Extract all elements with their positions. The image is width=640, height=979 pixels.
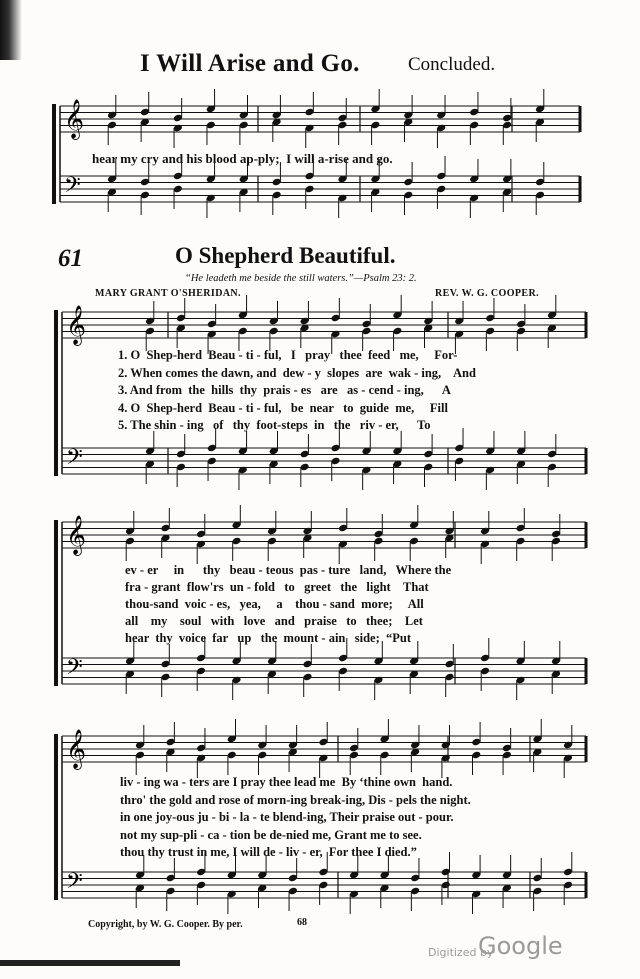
system-3-bass-clef-icon: 𝄢 — [66, 869, 83, 899]
hymn-number: 61 — [58, 245, 83, 272]
previous-hymn-title: I Will Arise and Go. — [140, 50, 360, 77]
system-2-verses — [125, 563, 451, 648]
system-1-bass-clef-icon: 𝄢 — [66, 445, 83, 475]
concluded-label: Concluded. — [408, 54, 496, 75]
system-3-verse-2: thro' the gold and rose of morn-ing break-ing, Dis - pels the night. — [120, 792, 471, 807]
google-watermark: Google — [478, 932, 563, 960]
previous-hymn-bass-clef-icon: 𝄢 — [64, 173, 81, 203]
composer-credit: REV. W. G. COOPER. — [435, 288, 539, 299]
system-2-verse-2: fra - grant flow'rs un - fold to greet the light That — [125, 580, 429, 594]
system-2-verse-3: thou-sand voic - es, yea, a thou - sand more; All — [125, 597, 424, 611]
system-1-verse-1: 1. O Shep-herd Beau - ti - ful, I pray thee feed me, For- — [118, 348, 458, 362]
system-1-treble-clef-icon: 𝄞 — [66, 305, 87, 345]
previous-hymn-treble-clef-icon: 𝄞 — [64, 99, 85, 139]
system-1-verse-5: 5. The shin - ing of thy foot-steps in the riv - er, To — [118, 418, 431, 432]
system-3-verse-5: thou thy trust in me, I will de - liv - er, For thee I died.” — [120, 845, 417, 859]
system-3-treble-clef-icon: 𝄞 — [66, 729, 87, 769]
page-number: 68 — [297, 917, 307, 928]
hymn-title: O Shepherd Beautiful. — [175, 243, 396, 268]
system-3-verse-1: liv - ing wa - ters are I pray thee lead me By ‘thine own hand. — [120, 775, 453, 789]
system-3-verses — [120, 775, 471, 863]
system-1-verse-2: 2. When comes the dawn, and dew - y slopes are wak - ing, And — [118, 365, 476, 380]
copyright-notice: Copyright, by W. G. Cooper. By per. — [88, 919, 243, 930]
system-2-verse-4: all my soul with love and praise to thee; Let — [125, 614, 423, 628]
system-3-verse-3: in one joy-ous ju - bi - la - te blend-ing, Their praise out - pour. — [120, 810, 454, 824]
lyricist-credit: MARY GRANT O'SHERIDAN. — [95, 288, 241, 299]
system-1-verse-3: 3. And from the hills thy prais - es are as - cend - ing, A — [118, 383, 451, 397]
system-3-verse-4: not my sup-pli - ca - tion be de-nied me, Grant me to see. — [120, 827, 422, 842]
system-2-verse-5: hear thy voice far up the mount - ain side; “Put — [125, 631, 411, 645]
scan-edge-top-left — [0, 0, 22, 60]
digitized-by-label: Digitized by — [428, 946, 494, 959]
system-1-verses — [118, 348, 476, 436]
hymn-epigraph: “He leadeth me beside the still waters.”—Psalm 23: 2. — [185, 273, 417, 284]
scan-edge-bottom — [0, 960, 180, 966]
system-1-verse-4: 4. O Shep-herd Beau - ti - ful, be near to guide me, Fill — [118, 400, 448, 415]
previous-hymn-lyric: hear my cry and his blood ap-ply; I will a-rise and go. — [92, 151, 393, 166]
system-2-verse-1: ev - er in thy beau - teous pas - ture land, Where the — [125, 563, 452, 577]
system-2-bass-clef-icon: 𝄢 — [66, 655, 83, 685]
system-2-treble-clef-icon: 𝄞 — [66, 515, 87, 555]
